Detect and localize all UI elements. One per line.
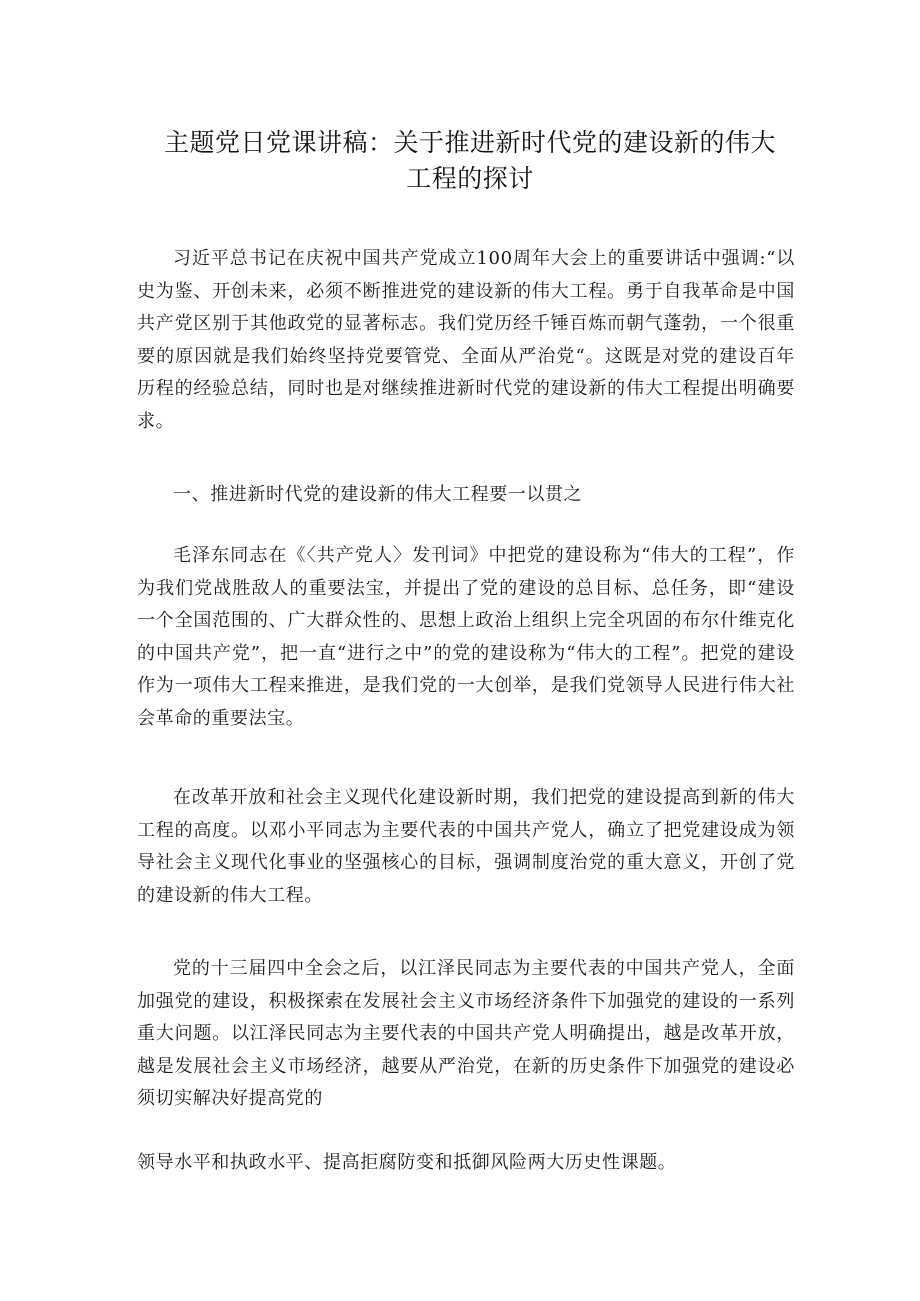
paragraph-thirteenth-plenum: 党的十三届四中全会之后，以江泽民同志为主要代表的中国共产党人，全面加强党的建设，积极探索在发展社会主义市场经济条件下加强党的建设的一系列重大问题。以江泽民同志为主要代表的中国共产党人明确提出，越是改革开放，越是发展社会主义市场经济，越要从严治党，在新的历史条件下加强党的建设必须切实解决好提高党的 xyxy=(137,958,795,1109)
paragraph-mao: 毛泽东同志在《〈共产党人〉发刊词》中把党的建设称为“伟大的工程”，作为我们党战胜敌人的重要法宝，并提出了党的建设的总目标、总任务，即“建设一个全国范围的、广大群众性的、思想上政治上组织上完全巩固的布尔什维克化的中国共产党”，把一直“进行之中”的党的建设称为“伟大的工程”。把党的建设作为一项伟大工程来推进，是我们党的一大创举，是我们党领导人民进行伟大社会革命的重要法宝。 xyxy=(137,545,795,729)
paragraph-continuation: 领导水平和执政水平、提高拒腐防变和抵御风险两大历史性课题。 xyxy=(137,1152,677,1173)
title-line-1: 主题党日党课讲稿：关于推进新时代党的建设新的伟大 xyxy=(163,127,776,157)
paragraph-reform: 在改革开放和社会主义现代化建设新时期，我们把党的建设提高到新的伟大工程的高度。以邓小平同志为主要代表的中国共产党人，确立了把党建设成为领导社会主义现代化事业的坚强核心的目标，强调制度治党的重大意义，开创了党的建设新的伟大工程。 xyxy=(137,787,795,906)
section-heading-1: 一、推进新时代党的建设新的伟大工程要一以贯之 xyxy=(173,484,583,505)
document-title xyxy=(150,125,790,197)
title-line-2: 工程的探讨 xyxy=(406,163,534,193)
paragraph-intro: 习近平总书记在庆祝中国共产党成立100周年大会上的重要讲话中强调:“以史为鉴、开创未来，必须不断推进党的建设新的伟大工程。勇于自我革命是中国共产党区别于其他政党的显著标志。我们党历经千锤百炼而朝气蓬勃，一个很重要的原因就是我们始终坚持党要管党、全面从严治党“。这既是对党的建设百年历程的经验总结，同时也是对继续推进新时代党的建设新的伟大工程提出明确要求。 xyxy=(137,248,795,432)
